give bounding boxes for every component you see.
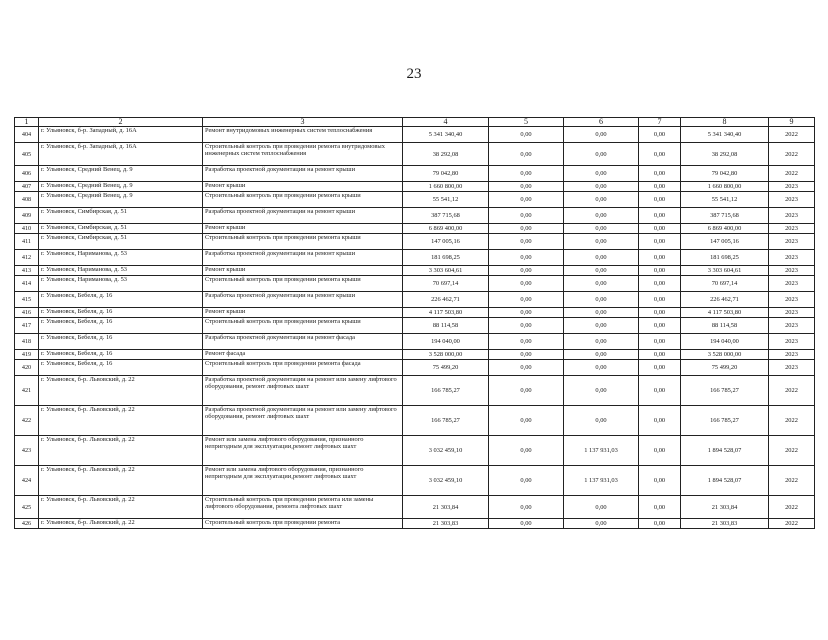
col7-value-cell: 0,00 [639, 292, 681, 308]
col7-value-cell: 0,00 [639, 234, 681, 250]
address-cell: г. Ульяновск, Нариманова, д. 53 [39, 250, 203, 266]
col5-value-cell: 0,00 [489, 276, 564, 292]
col-header-3: 3 [203, 118, 403, 127]
col7-value-cell: 0,00 [639, 318, 681, 334]
address-cell: г. Ульяновск, Нариманова, д. 53 [39, 276, 203, 292]
col8-value-cell: 21 303,83 [681, 519, 769, 529]
col7-value-cell: 0,00 [639, 436, 681, 466]
year-cell: 2022 [769, 406, 815, 436]
total-cost-cell: 166 785,27 [403, 376, 489, 406]
col7-value-cell: 0,00 [639, 308, 681, 318]
address-cell: г. Ульяновск, Средний Венец, д. 9 [39, 182, 203, 192]
address-cell: г. Ульяновск, б-р. Львовский, д. 22 [39, 466, 203, 496]
col5-value-cell: 0,00 [489, 143, 564, 166]
col5-value-cell: 0,00 [489, 376, 564, 406]
work-type-cell: Ремонт фасада [203, 350, 403, 360]
table-row [15, 519, 815, 529]
col7-value-cell: 0,00 [639, 127, 681, 143]
year-cell: 2023 [769, 292, 815, 308]
table-row [15, 182, 815, 192]
table-row [15, 466, 815, 496]
year-cell: 2022 [769, 466, 815, 496]
work-type-cell: Ремонт крыши [203, 182, 403, 192]
work-type-cell: Строительный контроль при проведении ремонта крыши [203, 318, 403, 334]
total-cost-cell: 88 114,58 [403, 318, 489, 334]
year-cell: 2023 [769, 234, 815, 250]
col6-value-cell: 1 137 931,03 [564, 436, 639, 466]
year-cell: 2023 [769, 308, 815, 318]
address-cell: г. Ульяновск, б-р. Львовский, д. 22 [39, 436, 203, 466]
table-row [15, 250, 815, 266]
col7-value-cell: 0,00 [639, 250, 681, 266]
table-row [15, 436, 815, 466]
col5-value-cell: 0,00 [489, 182, 564, 192]
work-type-cell: Разработка проектной документации на ремонт крыши [203, 166, 403, 182]
total-cost-cell: 3 528 000,00 [403, 350, 489, 360]
col6-value-cell: 0,00 [564, 192, 639, 208]
total-cost-cell: 226 462,71 [403, 292, 489, 308]
col5-value-cell: 0,00 [489, 166, 564, 182]
col5-value-cell: 0,00 [489, 406, 564, 436]
row-number-cell: 421 [15, 376, 39, 406]
col7-value-cell: 0,00 [639, 360, 681, 376]
address-cell: г. Ульяновск, Симбирская, д. 51 [39, 224, 203, 234]
total-cost-cell: 38 292,08 [403, 143, 489, 166]
address-cell: г. Ульяновск, Бебеля, д. 16 [39, 308, 203, 318]
table-row [15, 143, 815, 166]
year-cell: 2022 [769, 166, 815, 182]
col7-value-cell: 0,00 [639, 519, 681, 529]
col8-value-cell: 147 005,16 [681, 234, 769, 250]
col7-value-cell: 0,00 [639, 192, 681, 208]
col8-value-cell: 181 698,25 [681, 250, 769, 266]
col7-value-cell: 0,00 [639, 496, 681, 519]
table-row [15, 318, 815, 334]
year-cell: 2022 [769, 436, 815, 466]
work-type-cell: Разработка проектной документации на ремонт крыши [203, 250, 403, 266]
work-type-cell: Разработка проектной документации на ремонт фасада [203, 334, 403, 350]
year-cell: 2022 [769, 496, 815, 519]
col8-value-cell: 1 660 800,00 [681, 182, 769, 192]
col6-value-cell: 0,00 [564, 334, 639, 350]
col6-value-cell: 0,00 [564, 496, 639, 519]
col6-value-cell: 0,00 [564, 250, 639, 266]
table-row [15, 376, 815, 406]
col6-value-cell: 0,00 [564, 266, 639, 276]
col5-value-cell: 0,00 [489, 234, 564, 250]
col6-value-cell: 0,00 [564, 360, 639, 376]
col5-value-cell: 0,00 [489, 360, 564, 376]
row-number-cell: 415 [15, 292, 39, 308]
row-number-cell: 411 [15, 234, 39, 250]
col5-value-cell: 0,00 [489, 466, 564, 496]
col6-value-cell: 0,00 [564, 406, 639, 436]
address-cell: г. Ульяновск, Бебеля, д. 16 [39, 318, 203, 334]
address-cell: г. Ульяновск, б-р. Львовский, д. 22 [39, 406, 203, 436]
capital-repair-table [14, 117, 815, 529]
col6-value-cell: 0,00 [564, 166, 639, 182]
col6-value-cell: 0,00 [564, 182, 639, 192]
row-number-cell: 404 [15, 127, 39, 143]
col5-value-cell: 0,00 [489, 127, 564, 143]
year-cell: 2023 [769, 208, 815, 224]
row-number-cell: 423 [15, 436, 39, 466]
col8-value-cell: 88 114,58 [681, 318, 769, 334]
col8-value-cell: 166 785,27 [681, 376, 769, 406]
address-cell: г. Ульяновск, Бебеля, д. 16 [39, 292, 203, 308]
table-row [15, 292, 815, 308]
col-header-4: 4 [403, 118, 489, 127]
col-header-6: 6 [564, 118, 639, 127]
col6-value-cell: 0,00 [564, 127, 639, 143]
col5-value-cell: 0,00 [489, 519, 564, 529]
col7-value-cell: 0,00 [639, 224, 681, 234]
total-cost-cell: 70 697,14 [403, 276, 489, 292]
row-number-cell: 426 [15, 519, 39, 529]
work-type-cell: Ремонт или замена лифтового оборудования, признанного непригодным для эксплуатации,ремонт лифтовых шахт [203, 466, 403, 496]
col8-value-cell: 166 785,27 [681, 406, 769, 436]
col8-value-cell: 1 894 528,07 [681, 466, 769, 496]
address-cell: г. Ульяновск, б-р. Западный, д. 16А [39, 143, 203, 166]
address-cell: г. Ульяновск, Симбирская, д. 51 [39, 208, 203, 224]
row-number-cell: 422 [15, 406, 39, 436]
col-header-9: 9 [769, 118, 815, 127]
table-row [15, 334, 815, 350]
col5-value-cell: 0,00 [489, 318, 564, 334]
address-cell: г. Ульяновск, Бебеля, д. 16 [39, 360, 203, 376]
work-type-cell: Ремонт или замена лифтового оборудования, признанного непригодным для эксплуатации,ремонт лифтовых шахт [203, 436, 403, 466]
col7-value-cell: 0,00 [639, 276, 681, 292]
year-cell: 2023 [769, 318, 815, 334]
total-cost-cell: 1 660 800,00 [403, 182, 489, 192]
col6-value-cell: 0,00 [564, 318, 639, 334]
col5-value-cell: 0,00 [489, 436, 564, 466]
work-type-cell: Разработка проектной документации на ремонт крыши [203, 208, 403, 224]
col-header-1: 1 [15, 118, 39, 127]
col8-value-cell: 55 541,12 [681, 192, 769, 208]
total-cost-cell: 55 541,12 [403, 192, 489, 208]
col7-value-cell: 0,00 [639, 266, 681, 276]
col5-value-cell: 0,00 [489, 224, 564, 234]
table-row [15, 208, 815, 224]
table-row [15, 406, 815, 436]
row-number-cell: 417 [15, 318, 39, 334]
work-type-cell: Строительный контроль при проведении ремонта крыши [203, 276, 403, 292]
address-cell: г. Ульяновск, Нариманова, д. 53 [39, 266, 203, 276]
address-cell: г. Ульяновск, б-р. Львовский, д. 22 [39, 519, 203, 529]
row-number-cell: 408 [15, 192, 39, 208]
table-row [15, 127, 815, 143]
col8-value-cell: 3 303 604,61 [681, 266, 769, 276]
total-cost-cell: 3 303 604,61 [403, 266, 489, 276]
row-number-cell: 418 [15, 334, 39, 350]
col8-value-cell: 4 117 503,80 [681, 308, 769, 318]
col5-value-cell: 0,00 [489, 350, 564, 360]
table-row [15, 224, 815, 234]
address-cell: г. Ульяновск, Бебеля, д. 16 [39, 350, 203, 360]
col6-value-cell: 0,00 [564, 276, 639, 292]
address-cell: г. Ульяновск, Средний Венец, д. 9 [39, 166, 203, 182]
year-cell: 2023 [769, 360, 815, 376]
year-cell: 2022 [769, 143, 815, 166]
row-number-cell: 409 [15, 208, 39, 224]
col6-value-cell: 0,00 [564, 308, 639, 318]
year-cell: 2022 [769, 376, 815, 406]
work-type-cell: Ремонт внутридомовых инженерных систем теплоснабжения [203, 127, 403, 143]
work-type-cell: Строительный контроль при проведении ремонта [203, 519, 403, 529]
total-cost-cell: 4 117 503,80 [403, 308, 489, 318]
total-cost-cell: 147 005,16 [403, 234, 489, 250]
col6-value-cell: 0,00 [564, 224, 639, 234]
row-number-cell: 406 [15, 166, 39, 182]
table-row [15, 350, 815, 360]
row-number-cell: 410 [15, 224, 39, 234]
col6-value-cell: 0,00 [564, 292, 639, 308]
col8-value-cell: 6 869 400,00 [681, 224, 769, 234]
table-row [15, 234, 815, 250]
work-type-cell: Ремонт крыши [203, 308, 403, 318]
year-cell: 2022 [769, 127, 815, 143]
year-cell: 2023 [769, 266, 815, 276]
address-cell: г. Ульяновск, б-р. Львовский, д. 22 [39, 496, 203, 519]
col8-value-cell: 75 499,20 [681, 360, 769, 376]
col6-value-cell: 0,00 [564, 519, 639, 529]
col8-value-cell: 1 894 528,07 [681, 436, 769, 466]
row-number-cell: 424 [15, 466, 39, 496]
row-number-cell: 413 [15, 266, 39, 276]
row-number-cell: 419 [15, 350, 39, 360]
year-cell: 2022 [769, 519, 815, 529]
work-type-cell: Строительный контроль при проведении ремонта внутридомовых инженерных систем теплоснабжения [203, 143, 403, 166]
col5-value-cell: 0,00 [489, 192, 564, 208]
row-number-cell: 405 [15, 143, 39, 166]
work-type-cell: Строительный контроль при проведении ремонта фасада [203, 360, 403, 376]
col7-value-cell: 0,00 [639, 208, 681, 224]
col6-value-cell: 0,00 [564, 208, 639, 224]
row-number-cell: 420 [15, 360, 39, 376]
col5-value-cell: 0,00 [489, 496, 564, 519]
work-type-cell: Строительный контроль при проведении ремонта крыши [203, 234, 403, 250]
col5-value-cell: 0,00 [489, 266, 564, 276]
total-cost-cell: 181 698,25 [403, 250, 489, 266]
col6-value-cell: 0,00 [564, 143, 639, 166]
col-header-7: 7 [639, 118, 681, 127]
total-cost-cell: 3 032 459,10 [403, 466, 489, 496]
header-row [15, 118, 815, 127]
total-cost-cell: 75 499,20 [403, 360, 489, 376]
table-row [15, 360, 815, 376]
col5-value-cell: 0,00 [489, 308, 564, 318]
col8-value-cell: 38 292,08 [681, 143, 769, 166]
row-number-cell: 412 [15, 250, 39, 266]
col7-value-cell: 0,00 [639, 334, 681, 350]
work-type-cell: Ремонт крыши [203, 266, 403, 276]
col5-value-cell: 0,00 [489, 334, 564, 350]
col7-value-cell: 0,00 [639, 466, 681, 496]
total-cost-cell: 5 341 340,40 [403, 127, 489, 143]
address-cell: г. Ульяновск, Средний Венец, д. 9 [39, 192, 203, 208]
work-type-cell: Разработка проектной документации на ремонт крыши [203, 292, 403, 308]
col7-value-cell: 0,00 [639, 182, 681, 192]
address-cell: г. Ульяновск, б-р. Западный, д. 16А [39, 127, 203, 143]
address-cell: г. Ульяновск, б-р. Львовский, д. 22 [39, 376, 203, 406]
table-row [15, 308, 815, 318]
col8-value-cell: 21 303,84 [681, 496, 769, 519]
col7-value-cell: 0,00 [639, 376, 681, 406]
total-cost-cell: 194 040,00 [403, 334, 489, 350]
col7-value-cell: 0,00 [639, 166, 681, 182]
year-cell: 2023 [769, 182, 815, 192]
col8-value-cell: 3 528 000,00 [681, 350, 769, 360]
col-header-5: 5 [489, 118, 564, 127]
col6-value-cell: 1 137 931,03 [564, 466, 639, 496]
col-header-8: 8 [681, 118, 769, 127]
total-cost-cell: 3 032 459,10 [403, 436, 489, 466]
year-cell: 2023 [769, 276, 815, 292]
table-row [15, 166, 815, 182]
col5-value-cell: 0,00 [489, 250, 564, 266]
total-cost-cell: 6 869 400,00 [403, 224, 489, 234]
table-row [15, 266, 815, 276]
work-type-cell: Разработка проектной документации на ремонт или замену лифтового оборудования, ремонт лифтовых шахт [203, 406, 403, 436]
col-header-2: 2 [39, 118, 203, 127]
col8-value-cell: 226 462,71 [681, 292, 769, 308]
col8-value-cell: 79 042,80 [681, 166, 769, 182]
year-cell: 2023 [769, 334, 815, 350]
col8-value-cell: 194 040,00 [681, 334, 769, 350]
page-number: 23 [406, 66, 422, 82]
col5-value-cell: 0,00 [489, 208, 564, 224]
row-number-cell: 407 [15, 182, 39, 192]
year-cell: 2023 [769, 192, 815, 208]
table-row [15, 496, 815, 519]
col6-value-cell: 0,00 [564, 376, 639, 406]
total-cost-cell: 79 042,80 [403, 166, 489, 182]
col7-value-cell: 0,00 [639, 350, 681, 360]
work-type-cell: Разработка проектной документации на ремонт или замену лифтового оборудования, ремонт лифтовых шахт [203, 376, 403, 406]
work-type-cell: Ремонт крыши [203, 224, 403, 234]
col8-value-cell: 5 341 340,40 [681, 127, 769, 143]
col8-value-cell: 70 697,14 [681, 276, 769, 292]
year-cell: 2023 [769, 250, 815, 266]
year-cell: 2023 [769, 350, 815, 360]
total-cost-cell: 166 785,27 [403, 406, 489, 436]
col6-value-cell: 0,00 [564, 350, 639, 360]
col7-value-cell: 0,00 [639, 406, 681, 436]
table-row [15, 276, 815, 292]
year-cell: 2023 [769, 224, 815, 234]
col7-value-cell: 0,00 [639, 143, 681, 166]
total-cost-cell: 21 303,83 [403, 519, 489, 529]
work-type-cell: Строительный контроль при проведении ремонта или замены лифтового оборудования, ремонта лифтовых шахт [203, 496, 403, 519]
table-row [15, 192, 815, 208]
address-cell: г. Ульяновск, Бебеля, д. 16 [39, 334, 203, 350]
row-number-cell: 416 [15, 308, 39, 318]
total-cost-cell: 387 715,68 [403, 208, 489, 224]
address-cell: г. Ульяновск, Симбирская, д. 51 [39, 234, 203, 250]
row-number-cell: 414 [15, 276, 39, 292]
col6-value-cell: 0,00 [564, 234, 639, 250]
total-cost-cell: 21 303,84 [403, 496, 489, 519]
work-type-cell: Строительный контроль при проведении ремонта крыши [203, 192, 403, 208]
col8-value-cell: 387 715,68 [681, 208, 769, 224]
row-number-cell: 425 [15, 496, 39, 519]
col5-value-cell: 0,00 [489, 292, 564, 308]
